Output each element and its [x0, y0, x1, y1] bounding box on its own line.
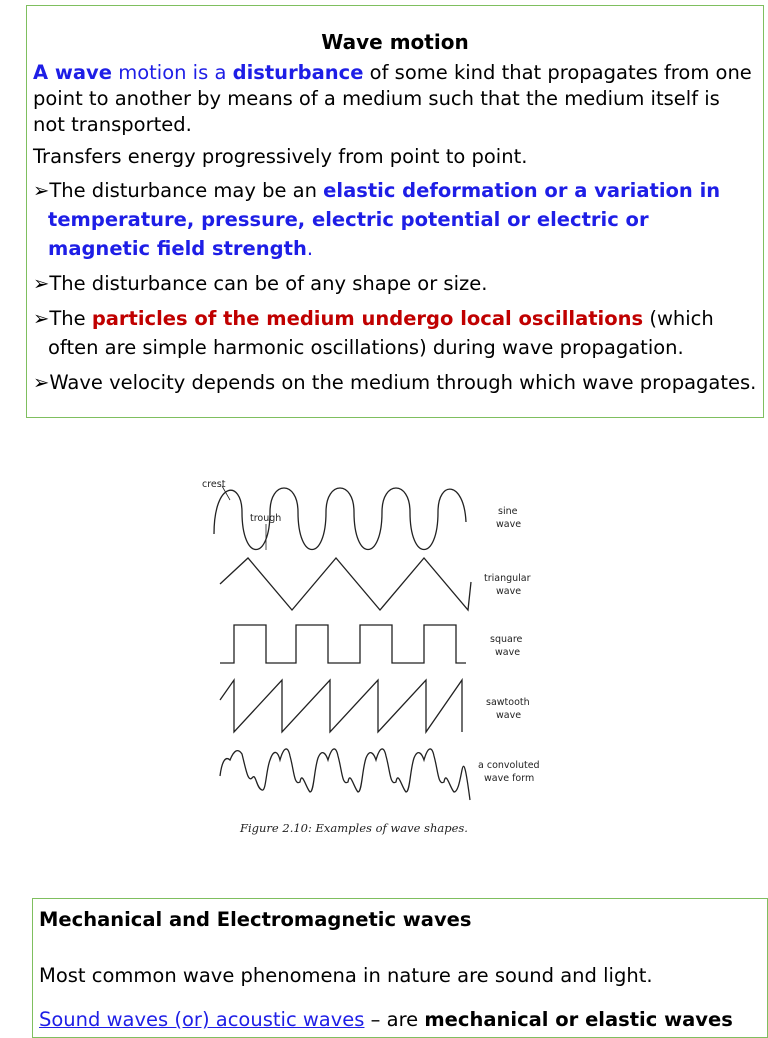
are-text: – are — [364, 1008, 425, 1031]
mechanical-em-waves-section — [32, 898, 768, 1038]
sound-waves-term: Sound waves (or) acoustic waves — [39, 1008, 365, 1031]
bullet-arrow-icon: ➢ — [33, 307, 50, 330]
wave-shapes-figure — [190, 470, 560, 845]
bullet-end: . — [306, 237, 314, 260]
figure-caption: Figure 2.10: Examples of wave shapes. — [240, 821, 468, 835]
bullet-arrow-icon: ➢ — [33, 272, 50, 295]
definition-paragraph — [33, 60, 757, 138]
bullet-velocity — [33, 368, 757, 397]
term-disturbance: disturbance — [232, 61, 364, 84]
trough-label: trough — [250, 513, 282, 524]
convoluted-label-line1: a convoluted — [478, 760, 540, 771]
bullet-highlight: elastic deformation or a variation in temperature, pressure, electric potential or electric or magnetic field strength — [48, 179, 721, 260]
bullet-shape-size — [33, 269, 757, 298]
sine-label-line1: sine — [498, 506, 518, 517]
crest-label: crest — [202, 479, 226, 490]
bullet-disturbance-type — [33, 176, 757, 263]
sawtooth-label-line2: wave — [496, 710, 522, 721]
bullet-oscillations — [33, 304, 757, 362]
bullet-text: The — [49, 307, 92, 330]
triangular-label-line2: wave — [496, 586, 522, 597]
convoluted-label-line2: wave form — [484, 773, 535, 784]
square-label-line1: square — [490, 634, 523, 645]
term-a-wave: A wave — [33, 61, 112, 84]
sawtooth-label-line1: sawtooth — [486, 697, 530, 708]
section-heading: Mechanical and Electromagnetic waves — [39, 908, 472, 931]
sine-label-line2: wave — [496, 519, 522, 530]
section-title: Wave motion — [321, 30, 469, 54]
triangular-wave-line — [220, 558, 471, 610]
mechanical-term: mechanical or elastic waves — [424, 1008, 733, 1031]
bullet-text: The disturbance may be an — [49, 179, 324, 202]
bullet-highlight: particles of the medium undergo local oscillations — [91, 307, 644, 330]
bullet-text: Wave velocity depends on the medium through which wave propagates. — [49, 371, 757, 394]
wave-motion-section — [26, 5, 764, 418]
bullet-text: The disturbance can be of any shape or size. — [49, 272, 488, 295]
energy-paragraph: Transfers energy progressively from point to point. — [33, 145, 528, 168]
convoluted-wave-line — [220, 749, 470, 800]
square-label-line2: wave — [495, 647, 521, 658]
common-phenomena-paragraph: Most common wave phenomena in nature are sound and light. — [39, 964, 653, 987]
bullet-arrow-icon: ➢ — [33, 371, 50, 394]
sound-waves-paragraph — [39, 1007, 761, 1033]
definition-rest: of some kind that propagates from one point to another by means of a medium such that the medium itself is not transported. — [33, 61, 752, 136]
square-wave-line — [220, 625, 466, 663]
triangular-label-line1: triangular — [484, 573, 531, 584]
motion-is-a-text: motion is a — [112, 61, 233, 84]
sawtooth-wave-line — [220, 680, 462, 732]
bullet-end: (which often are simple harmonic oscillations) during wave propagation. — [48, 307, 714, 359]
bullet-arrow-icon: ➢ — [33, 179, 50, 202]
